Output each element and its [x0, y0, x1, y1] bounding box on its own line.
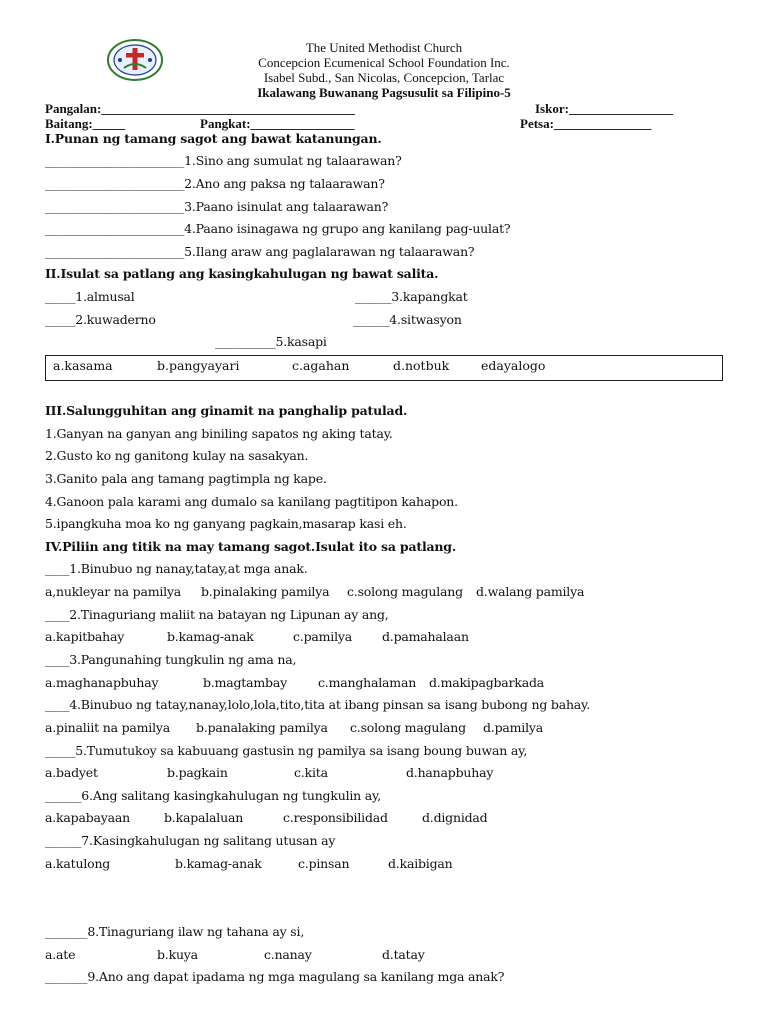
answer-choice: b.magtambay — [203, 675, 287, 690]
part3-item: 3.Ganito pala ang tamang pagtimpla ng kape. — [45, 471, 327, 486]
answer-choice: c.kita — [294, 765, 328, 780]
part3-title: III.Salungguhitan ang ginamit na panghalip patulad. — [45, 403, 408, 418]
choice-option: c.agahan — [292, 358, 350, 373]
answer-choice: c.pinsan — [298, 856, 350, 871]
part1-item: _______________________1.Sino ang sumulat ng talaarawan? — [45, 153, 402, 168]
answer-choice: b.pagkain — [167, 765, 228, 780]
question-text: ______6.Ang salitang kasingkahulugan ng tungkulin ay, — [45, 788, 382, 803]
answer-choice: c.pamilya — [293, 629, 352, 644]
choice-option: a.kasama — [53, 358, 113, 373]
question-text: ____1.Binubuo ng nanay,tatay,at mga anak. — [45, 561, 308, 576]
answer-choice: c.responsibilidad — [283, 810, 388, 825]
question-text: ______7.Kasingkahulugan ng salitang utusan ay — [45, 833, 336, 848]
choice-option: edayalogo — [481, 358, 546, 373]
part2-item: ______3.kapangkat — [355, 289, 468, 304]
answer-choice: a.ate — [45, 947, 76, 962]
score-field[interactable]: Iskor:________________ — [535, 101, 673, 116]
part2-item: _____1.almusal — [45, 289, 135, 304]
grade-field[interactable]: Baitang:_____ — [45, 116, 126, 131]
school-name: Concepcion Ecumenical School Foundation Inc. — [258, 55, 510, 70]
question-text: ____4.Binubuo ng tatay,nanay,lolo,lola,tito,tita at ibang pinsan sa isang bubong ng bahay. — [45, 697, 591, 712]
answer-choice: b.pinalaking pamilya — [201, 584, 330, 599]
answer-choice: d.walang pamilya — [476, 584, 585, 599]
answer-choice: d.kaibigan — [388, 856, 453, 871]
answer-choice: b.panalaking pamilya — [196, 720, 328, 735]
answer-choice: d.makipagbarkada — [429, 675, 545, 690]
part1-item: _______________________4.Paano isinagawa ng grupo ang kanilang pag-uulat? — [45, 221, 511, 236]
answer-choice: a.maghanapbuhay — [45, 675, 159, 690]
name-field[interactable]: Pangalan:_______________________________________ — [45, 101, 355, 116]
answer-choice: c.manghalaman — [318, 675, 417, 690]
part2-item: _____2.kuwaderno — [45, 312, 156, 327]
question-text: ____3.Pangunahing tungkulin ng ama na, — [45, 652, 297, 667]
question-text: _______9.Ano ang dapat ipadama ng mga magulang sa kanilang mga anak? — [45, 969, 505, 984]
part3-item: 4.Ganoon pala karami ang dumalo sa kanilang pagtitipon kahapon. — [45, 494, 458, 509]
church-name: The United Methodist Church — [305, 40, 463, 55]
part3-item: 1.Ganyan na ganyan ang biniling sapatos ng aking tatay. — [45, 426, 393, 441]
part3-item: 5.ipangkuha moa ko ng ganyang pagkain,masarap kasi eh. — [45, 516, 407, 531]
exam-title: Ikalawang Buwanang Pagsusulit sa Filipino-5 — [257, 85, 511, 100]
answer-choice: b.kuya — [157, 947, 198, 962]
answer-choice: a.badyet — [45, 765, 98, 780]
date-field[interactable]: Petsa:_______________ — [520, 116, 652, 131]
school-address: Isabel Subd., San Nicolas, Concepcion, Tarlac — [263, 70, 505, 85]
answer-choice: c.solong magulang — [347, 584, 463, 599]
answer-choice: a,nukleyar na pamilya — [45, 584, 182, 599]
part2-title: II.Isulat sa patlang ang kasingkahulugan ng bawat salita. — [45, 266, 439, 281]
choice-option: d.notbuk — [393, 358, 450, 373]
answer-choice: a.kapabayaan — [45, 810, 130, 825]
answer-choice: b.kapalaluan — [164, 810, 244, 825]
answer-choice: c.solong magulang — [350, 720, 466, 735]
answer-choice: d.hanapbuhay — [406, 765, 494, 780]
answer-choice: d.dignidad — [422, 810, 488, 825]
choice-option: b.pangyayari — [157, 358, 240, 373]
answer-choice: a.pinaliit na pamilya — [45, 720, 171, 735]
part1-title: I.Punan ng tamang sagot ang bawat katanungan. — [45, 131, 382, 146]
question-text: _______8.Tinaguriang ilaw ng tahana ay si, — [45, 924, 305, 939]
answer-choice: a.kapitbahay — [45, 629, 125, 644]
part1-item: _______________________5.Ilang araw ang paglalarawan ng talaarawan? — [45, 244, 475, 259]
answer-choice: d.pamahalaan — [382, 629, 469, 644]
part1-item: _______________________2.Ano ang paksa ng talaarawan? — [45, 176, 385, 191]
choices-box — [45, 355, 723, 381]
part2-item: __________5.kasapi — [215, 334, 327, 349]
answer-choice: d.tatay — [382, 947, 425, 962]
section-field[interactable]: Pangkat:________________ — [200, 116, 355, 131]
part3-item: 2.Gusto ko ng ganitong kulay na sasakyan. — [45, 448, 309, 463]
answer-choice: d.pamilya — [483, 720, 543, 735]
part2-item: ______4.sitwasyon — [353, 312, 462, 327]
answer-choice: a.katulong — [45, 856, 111, 871]
part1-item: _______________________3.Paano isinulat ang talaarawan? — [45, 199, 389, 214]
answer-choice: b.kamag-anak — [167, 629, 254, 644]
answer-choice: b.kamag-anak — [175, 856, 262, 871]
part4-title: IV.Piliin ang titik na may tamang sagot.Isulat ito sa patlang. — [45, 539, 456, 554]
question-text: ____2.Tinaguriang maliit na batayan ng Lipunan ay ang, — [45, 607, 389, 622]
question-text: _____5.Tumutukoy sa kabuuang gastusin ng pamilya sa isang boung buwan ay, — [45, 743, 528, 758]
answer-choice: c.nanay — [264, 947, 312, 962]
